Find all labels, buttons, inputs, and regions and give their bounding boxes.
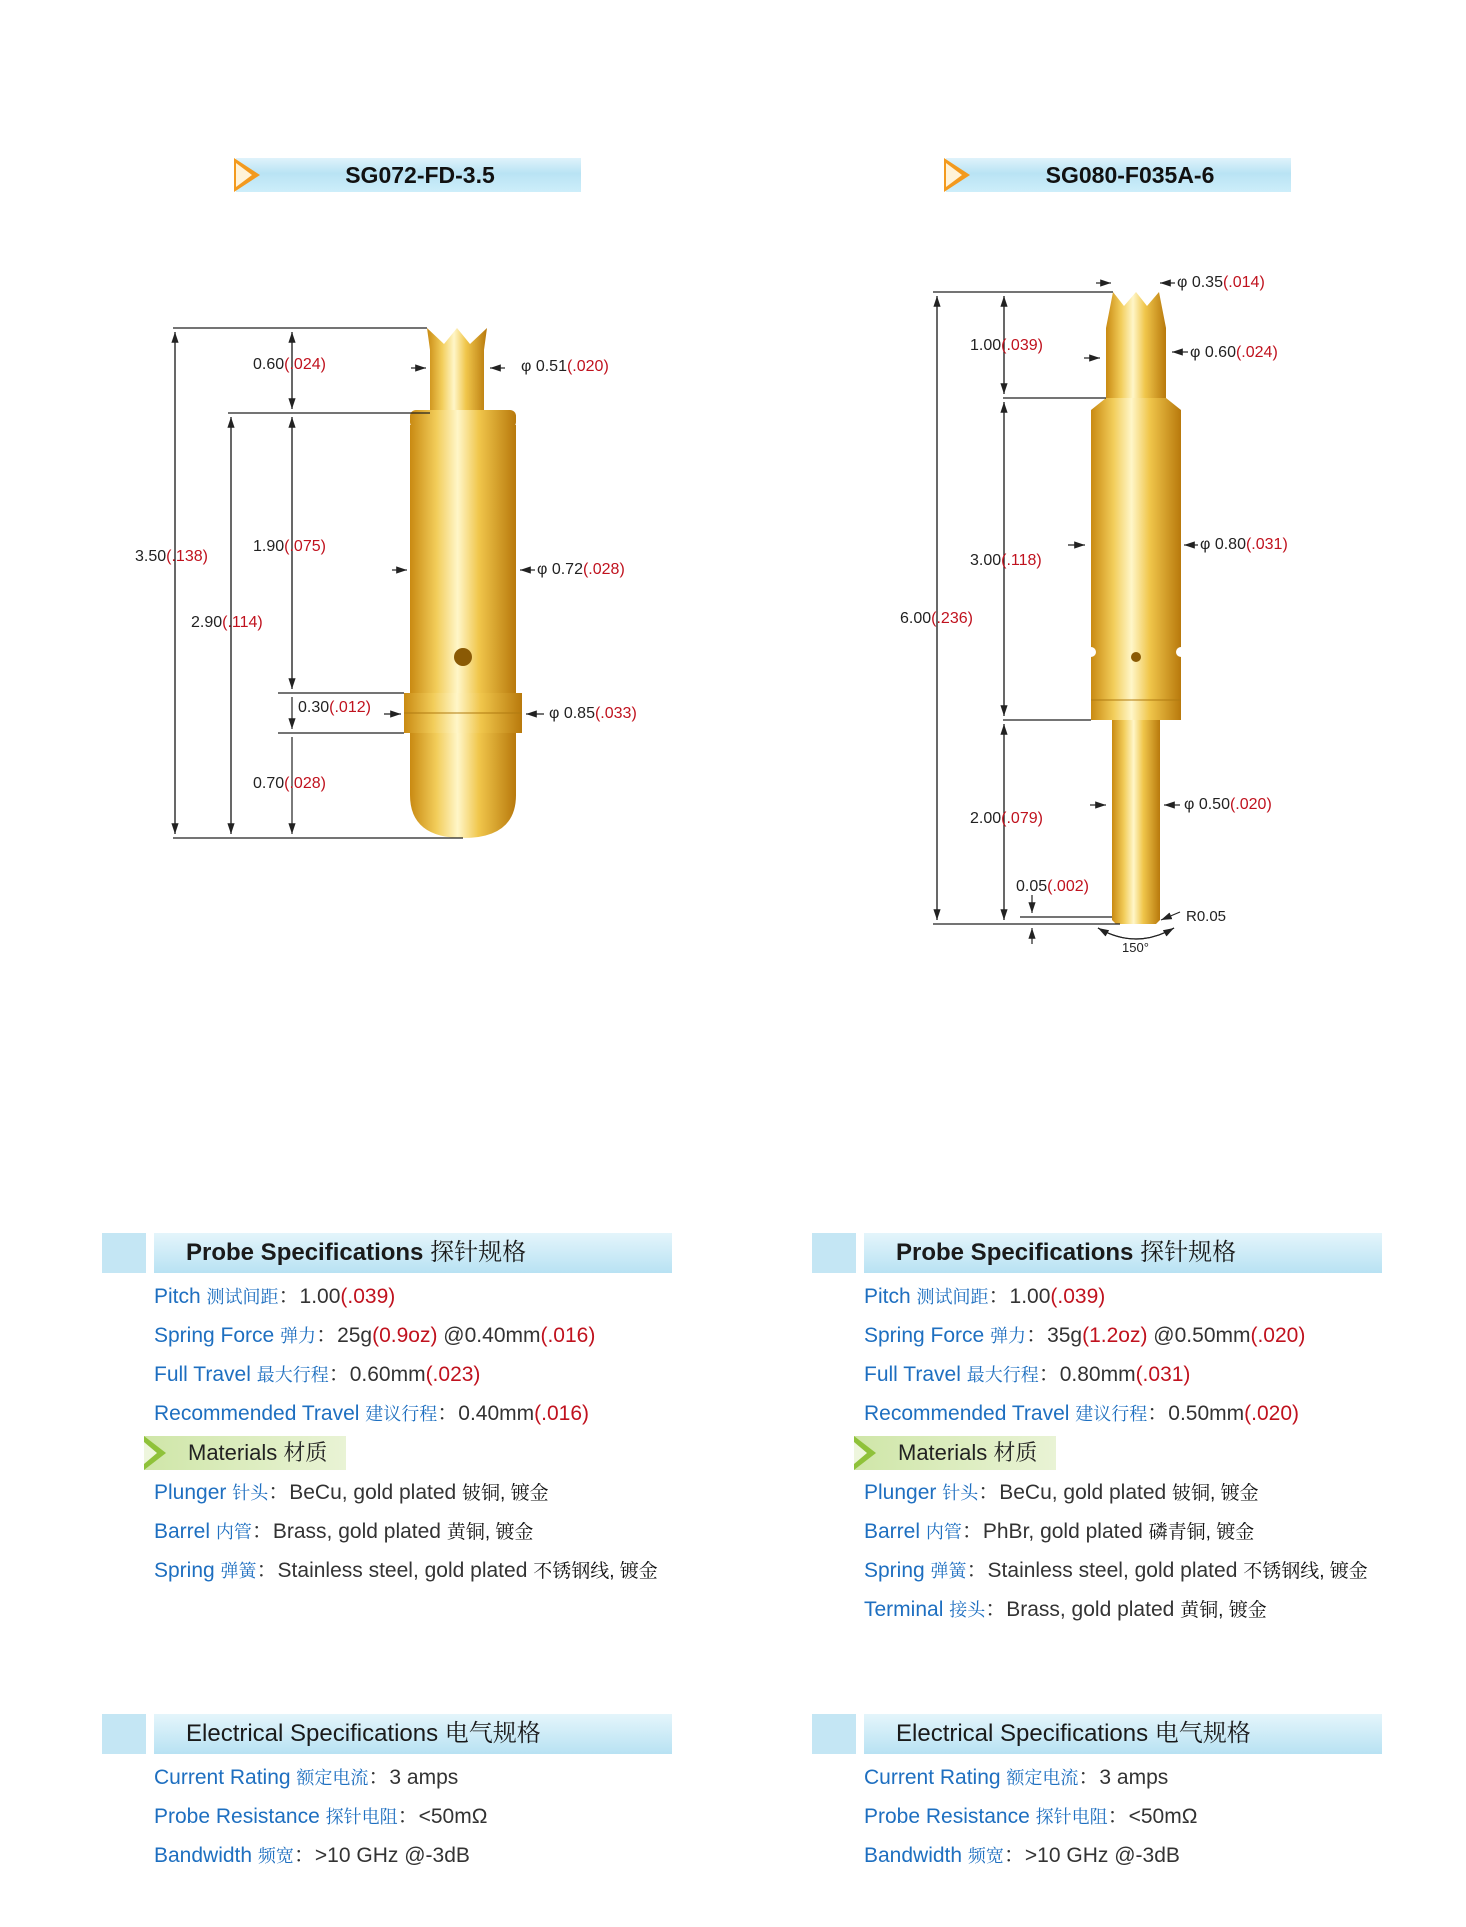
dim-label: 150° [1122,940,1149,955]
material-row: Plunger 针头：BeCu, gold plated 铍铜, 镀金 [154,1481,549,1504]
dim-label: φ 0.85(.033) [549,705,637,722]
material-row: Terminal 接头：Brass, gold plated 黄铜, 镀金 [864,1598,1267,1621]
elec-block-2 [812,1714,1382,1875]
dim-label: φ 0.51(.020) [521,358,609,375]
probe-1-shape [404,328,522,838]
dim-label: φ 0.72(.028) [537,561,625,578]
elec-row: Bandwidth 频宽：>10 GHz @-3dB [864,1844,1180,1867]
product-title-text: SG072-FD-3.5 [345,162,495,188]
elec-spec-title: Electrical Specifications 电气规格 [896,1720,1251,1747]
dim-label: 3.50(.138) [135,548,208,565]
probe-spec-header [812,1233,1382,1277]
elec-row: Current Rating 额定电流：3 amps [864,1766,1169,1789]
probe-spec-title: Probe Specifications 探针规格 [896,1239,1237,1266]
materials-title: Materials 材质 [898,1440,1038,1465]
header-square [812,1714,856,1754]
materials-header [102,1433,672,1473]
dim-label: 0.30(.012) [298,699,371,716]
spec-block-1 [102,1233,672,1590]
elec-row: Current Rating 额定电流：3 amps [154,1766,459,1789]
spec-row: Spring Force 弹力：35g(1.2oz) @0.50mm(.020) [864,1324,1306,1347]
spec-row: Pitch 测试间距：1.00(.039) [864,1285,1106,1308]
dim-label: 2.90(.114) [191,614,263,631]
dim-label: 0.60(.024) [253,356,326,373]
header-square [102,1714,146,1754]
dim-label: 6.00(.236) [900,610,973,627]
material-row: Barrel 内管：Brass, gold plated 黄铜, 镀金 [154,1520,534,1543]
materials-title: Materials 材质 [188,1440,328,1465]
header-square [102,1233,146,1273]
dim-label: 1.90(.075) [253,538,326,555]
materials-arrow-highlight-icon [144,1442,157,1464]
probe-2-shape [1086,292,1186,924]
material-row: Spring 弹簧：Stainless steel, gold plated 不锈钢线, 镀金 [864,1559,1368,1582]
spec-block-2 [812,1233,1382,1629]
spec-row: Pitch 测试间距：1.00(.039) [154,1285,396,1308]
material-row: Spring 弹簧：Stainless steel, gold plated 不锈钢线, 镀金 [154,1559,658,1582]
spec-row: Full Travel 最大行程：0.80mm(.031) [864,1363,1191,1386]
elec-spec-header [102,1714,672,1758]
spec-row: Full Travel 最大行程：0.60mm(.023) [154,1363,481,1386]
spec-row: Spring Force 弹力：25g(0.9oz) @0.40mm(.016) [154,1324,596,1347]
elec-row: Bandwidth 频宽：>10 GHz @-3dB [154,1844,470,1867]
dim-label: 2.00(.079) [970,810,1043,827]
probe-spec-title: Probe Specifications 探针规格 [186,1239,527,1266]
elec-spec-header [812,1714,1382,1758]
dim-label: φ 0.60(.024) [1190,344,1278,361]
materials-header [812,1433,1382,1473]
elec-block-1 [102,1714,672,1875]
elec-spec-title: Electrical Specifications 电气规格 [186,1720,541,1747]
dim-label: 0.05(.002) [1016,878,1089,895]
dim-label: φ 0.50(.020) [1184,796,1272,813]
probe-spec-header [102,1233,672,1277]
spec-row: Recommended Travel 建议行程：0.40mm(.016) [154,1402,589,1425]
dim-label: φ 0.80(.031) [1200,536,1288,553]
dim-label: R0.05 [1186,908,1227,925]
material-row: Plunger 针头：BeCu, gold plated 铍铜, 镀金 [864,1481,1259,1504]
spec-row: Recommended Travel 建议行程：0.50mm(.020) [864,1402,1299,1425]
dim-label: 1.00(.039) [970,337,1043,354]
dim-label: φ 0.35(.014) [1177,274,1265,291]
materials-arrow-highlight-icon [854,1442,867,1464]
header-square [812,1233,856,1273]
product-title-text: SG080-F035A-6 [1045,162,1215,188]
elec-row: Probe Resistance 探针电阻：<50mΩ [864,1805,1198,1828]
elec-row: Probe Resistance 探针电阻：<50mΩ [154,1805,488,1828]
dim-label: 3.00(.118) [970,552,1042,569]
material-row: Barrel 内管：PhBr, gold plated 磷青铜, 镀金 [864,1520,1255,1543]
dim-label: 0.70(.028) [253,775,326,792]
